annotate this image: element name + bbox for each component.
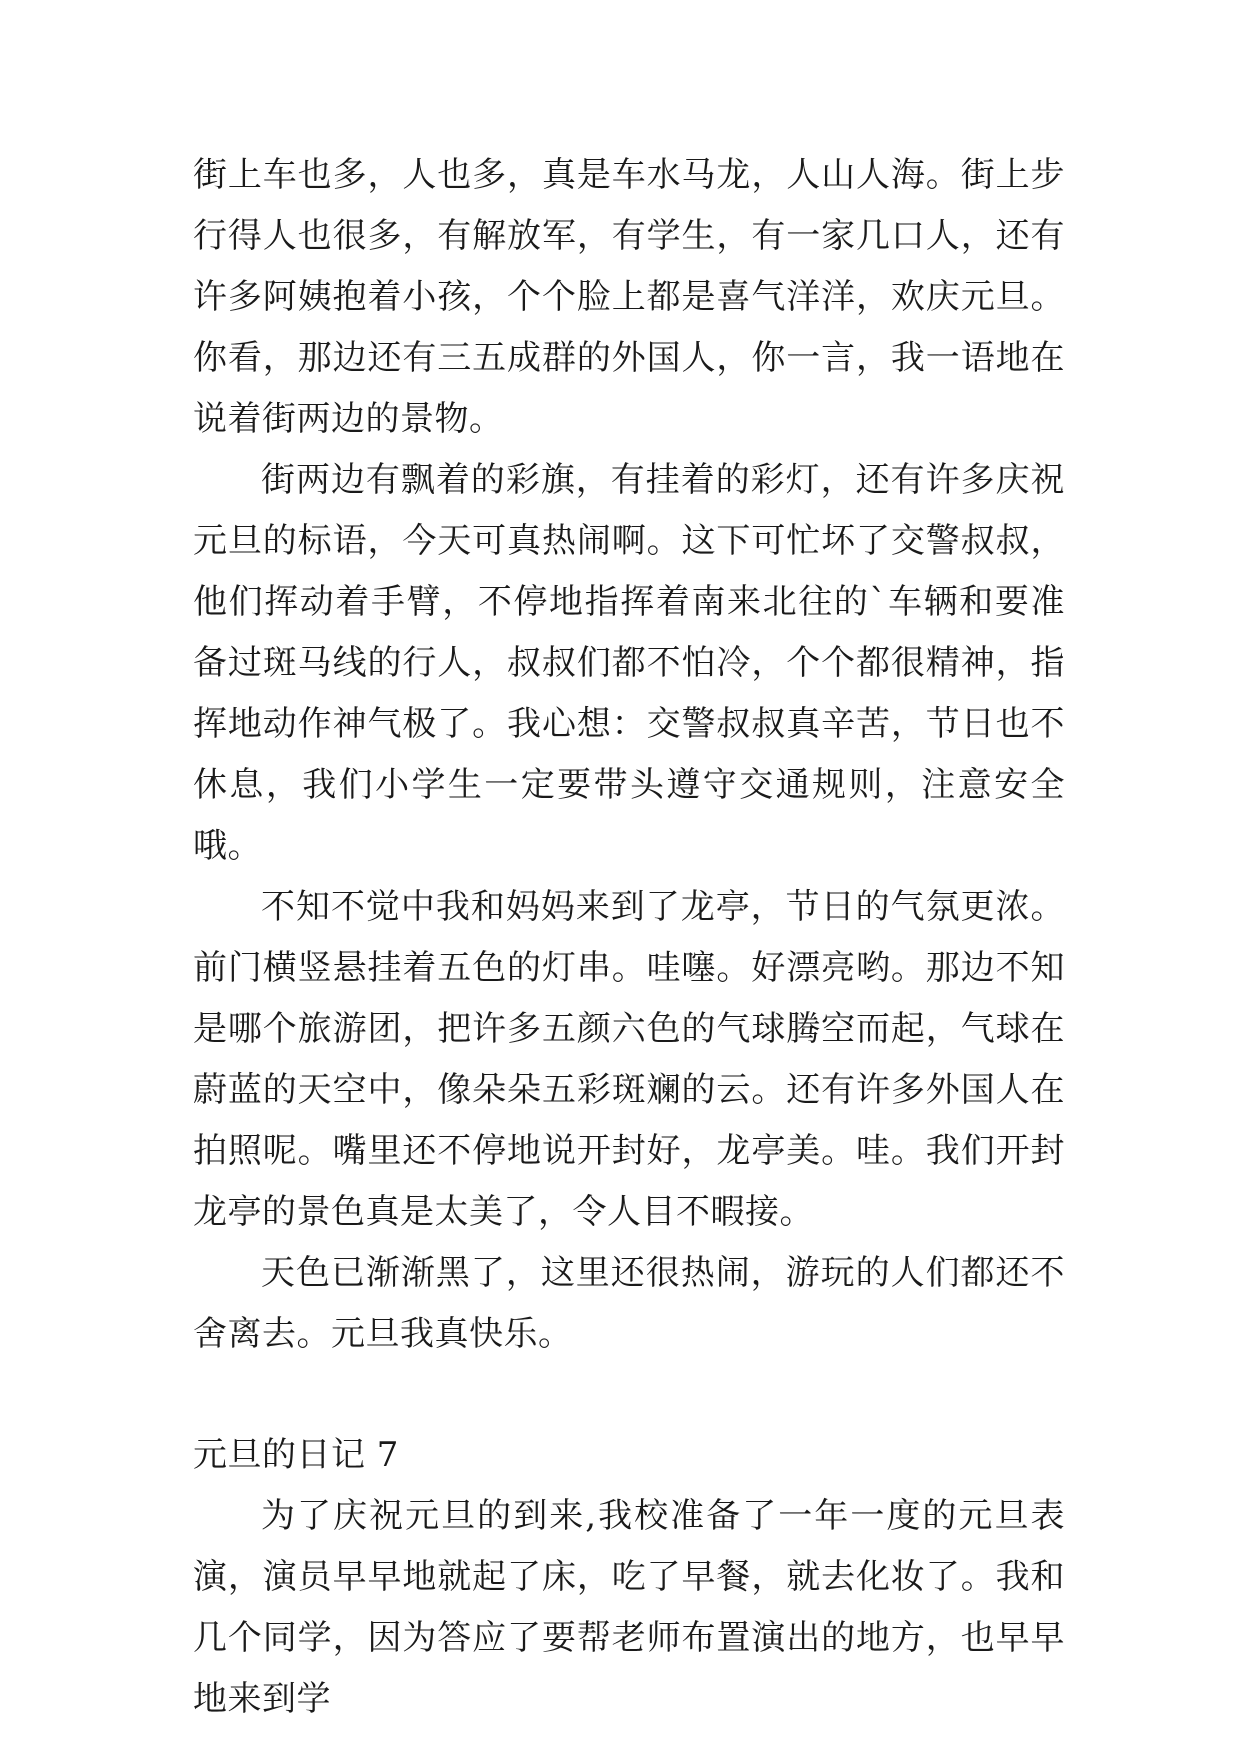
paragraph-street: 街上车也多，人也多，真是车水马龙，人山人海。街上步行得人也很多，有解放军，有学生，有一家几口人，还有许多阿姨抱着小孩，个个脸上都是喜气洋洋，欢庆元旦。你看，那边还有三五成群的外国人，你一言，我一语地在说着街两边的景物。 xyxy=(193,155,1065,439)
paragraph-evening: 天色已渐渐黑了，这里还很热闹，游玩的人们都还不舍离去。元旦我真快乐。 xyxy=(193,1253,1065,1354)
paragraph-decorations: 街两边有飘着的彩旗，有挂着的彩灯，还有许多庆祝元旦的标语，今天可真热闹啊。这下可忙坏了交警叔叔，他们挥动着手臂，不停地指挥着南来北往的`车辆和要准备过斑马线的行人，叔叔们都不怕冷，个个都很精神，指挥地动作神气极了。我心想：交警叔叔真辛苦，节日也不休息，我们小学生一定要带头遵守交通规则，注意安全哦。 xyxy=(193,460,1065,866)
section-title: 元旦的日记 7 xyxy=(193,1435,399,1475)
paragraph-longting: 不知不觉中我和妈妈来到了龙亭，节日的气氛更浓。前门横竖悬挂着五色的灯串。哇噻。好漂亮哟。那边不知是哪个旅游团，把许多五颜六色的气球腾空而起，气球在蔚蓝的天空中，像朵朵五彩斑斓的云。还有许多外国人在拍照呢。嘴里还不停地说开封好，龙亭美。哇。我们开封龙亭的景色真是太美了，令人目不暇接。 xyxy=(193,887,1065,1232)
paragraph-performance: 为了庆祝元旦的到来,我校准备了一年一度的元旦表演，演员早早地就起了床，吃了早餐，就去化妆了。我和几个同学，因为答应了要帮老师布置演出的地方，也早早地来到学 xyxy=(193,1496,1065,1719)
document-body xyxy=(193,145,1065,1730)
